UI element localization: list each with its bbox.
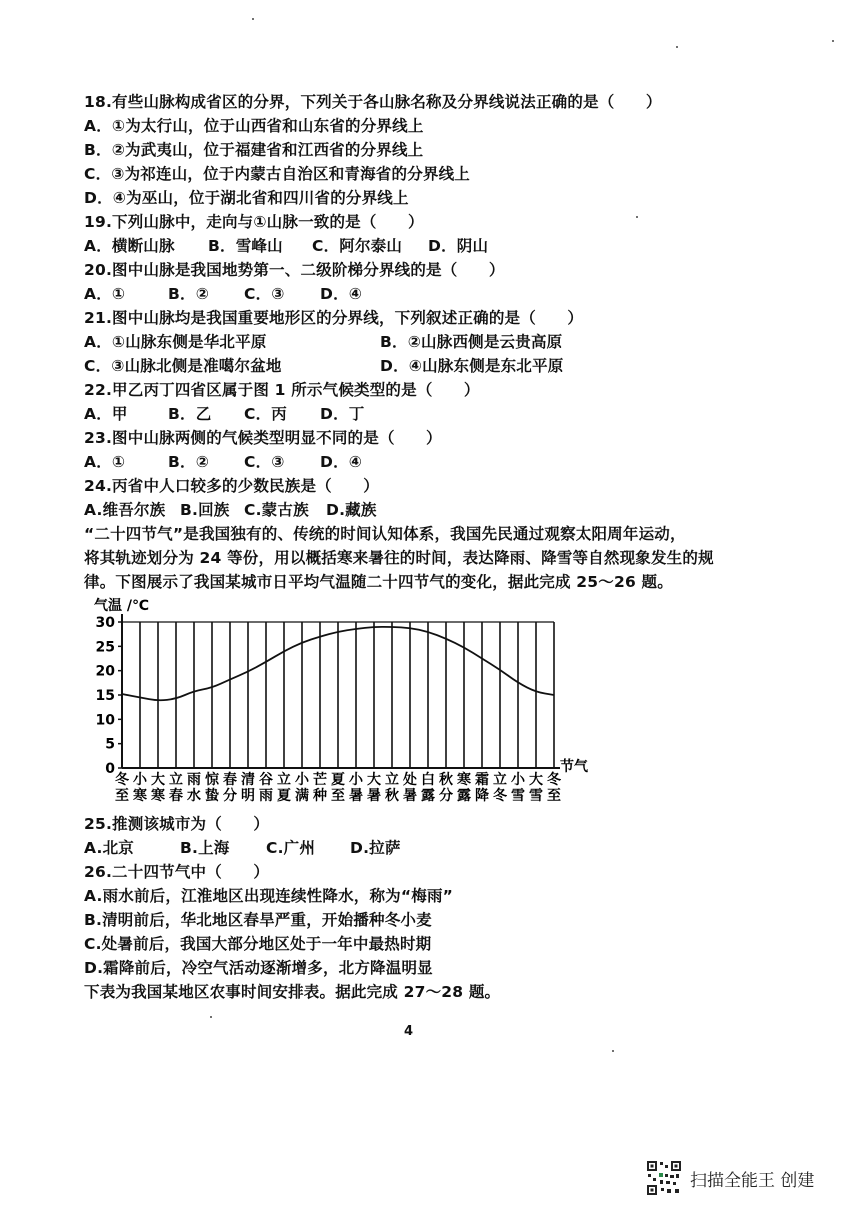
- intro-line-1: “二十四节气”是我国独有的、传统的时间认知体系，我国先民通过观察太阳周年运动，: [84, 525, 686, 543]
- question-26-option-b: B.清明前后，华北地区春旱严重，开始播种冬小麦: [84, 911, 432, 929]
- question-19-options: [84, 236, 684, 256]
- question-24-options: [84, 500, 684, 520]
- question-22-option-c: C．丙: [244, 405, 287, 423]
- question-24-option-b: B.回族: [180, 501, 230, 519]
- solar-terms-temperature-chart: [92, 596, 612, 806]
- question-18-option-d: D．④为巫山，位于湖北省和四川省的分界线上: [84, 189, 409, 207]
- x-tick-label-bottom: 至: [115, 788, 129, 804]
- x-tick-label-top: 大: [367, 772, 381, 788]
- y-tick-label: 30: [95, 615, 115, 631]
- question-23-options: [84, 452, 684, 472]
- question-26-option-c: C.处暑前后，我国大部分地区处于一年中最热时期: [84, 935, 432, 953]
- question-23-option-b: B．②: [168, 453, 210, 471]
- x-tick-label-bottom: 暑: [403, 788, 417, 804]
- scan-speck: [252, 18, 254, 20]
- question-21-option-a: A．①山脉东侧是华北平原: [84, 333, 267, 351]
- x-tick-label-top: 处: [403, 772, 417, 788]
- question-20-option-b: B．②: [168, 285, 210, 303]
- y-axis-label: 气温 /℃: [94, 598, 149, 614]
- x-tick-label-top: 白: [421, 772, 435, 788]
- question-20-stem: 20.图中山脉是我国地势第一、二级阶梯分界线的是（ ）: [84, 261, 505, 279]
- question-18-option-a: A．①为太行山，位于山西省和山东省的分界线上: [84, 117, 424, 135]
- question-19-option-b: B．雪峰山: [208, 237, 283, 255]
- question-25-option-b: B.上海: [180, 839, 230, 857]
- x-tick-label-top: 寒: [457, 772, 471, 788]
- x-tick-label-bottom: 水: [187, 788, 201, 804]
- x-tick-label-bottom: 寒: [133, 788, 147, 804]
- question-23-option-a: A．①: [84, 453, 126, 471]
- qr-code-icon: [646, 1160, 682, 1196]
- x-tick-label-top: 冬: [115, 772, 129, 788]
- question-21-stem: 21.图中山脉均是我国重要地形区的分界线，下列叙述正确的是（ ）: [84, 309, 584, 327]
- question-23-option-d: D．④: [320, 453, 363, 471]
- question-24-option-c: C.蒙古族: [244, 501, 309, 519]
- x-tick-label-top: 谷: [259, 772, 273, 788]
- question-21-options-row2: [84, 356, 804, 376]
- question-26-option-a: A.雨水前后，江淮地区出现连续性降水，称为“梅雨”: [84, 887, 454, 905]
- x-tick-label-bottom: 露: [457, 788, 471, 804]
- x-tick-label-top: 小: [349, 772, 363, 788]
- question-23-option-c: C．③: [244, 453, 285, 471]
- question-24-option-a: A.维吾尔族: [84, 501, 166, 519]
- intro-line-2: 将其轨迹划分为 24 等份，用以概括寒来暑往的时间，表达降雨、降雪等自然现象发生的规: [84, 549, 714, 567]
- x-tick-label-bottom: 蛰: [205, 788, 219, 804]
- question-25-options: [84, 838, 684, 858]
- x-axis-label: 节气: [560, 759, 588, 775]
- x-tick-label-bottom: 秋: [385, 788, 399, 804]
- question-22-option-a: A．甲: [84, 405, 128, 423]
- x-tick-label-bottom: 雪: [529, 788, 543, 804]
- scanner-watermark: [646, 1160, 846, 1196]
- x-tick-label-top: 立: [493, 772, 507, 788]
- x-tick-label-top: 冬: [547, 772, 561, 788]
- x-tick-label-bottom: 降: [475, 788, 489, 804]
- question-24-stem: 24.丙省中人口较多的少数民族是（ ）: [84, 477, 379, 495]
- question-26-option-d: D.霜降前后，冷空气活动逐渐增多，北方降温明显: [84, 959, 433, 977]
- x-tick-label-bottom: 冬: [493, 788, 507, 804]
- question-20-option-c: C．③: [244, 285, 285, 303]
- x-tick-label-top: 立: [169, 772, 183, 788]
- scan-speck: [612, 1050, 614, 1052]
- question-25-option-d: D.拉萨: [350, 839, 401, 857]
- intro-line-3: 律。下图展示了我国某城市日平均气温随二十四节气的变化，据此完成 25～26 题。: [84, 573, 673, 591]
- x-tick-label-top: 惊: [205, 772, 219, 788]
- question-22-options: [84, 404, 684, 424]
- x-tick-label-bottom: 寒: [151, 788, 165, 804]
- question-20-options: [84, 284, 684, 304]
- y-tick-label: 15: [95, 688, 115, 704]
- question-25-stem: 25.推测该城市为（ ）: [84, 815, 270, 833]
- question-25-option-c: C.广州: [266, 839, 316, 857]
- question-20-option-a: A．①: [84, 285, 126, 303]
- question-21-option-b: B．②山脉西侧是云贵高原: [380, 333, 563, 351]
- x-tick-label-top: 立: [277, 772, 291, 788]
- x-tick-label-bottom: 暑: [367, 788, 381, 804]
- scan-speck: [832, 40, 834, 42]
- x-tick-label-bottom: 雪: [511, 788, 525, 804]
- x-tick-label-top: 霜: [475, 772, 489, 788]
- y-tick-label: 5: [105, 736, 115, 753]
- x-tick-label-bottom: 露: [421, 788, 435, 804]
- x-tick-label-bottom: 至: [331, 788, 345, 804]
- x-tick-label-top: 春: [223, 772, 237, 788]
- question-18-option-b: B．②为武夷山，位于福建省和江西省的分界线上: [84, 141, 424, 159]
- x-tick-label-top: 清: [241, 772, 255, 788]
- scan-speck: [210, 1016, 212, 1018]
- x-tick-label-top: 雨: [187, 772, 201, 788]
- x-tick-label-bottom: 分: [439, 788, 453, 804]
- x-tick-label-top: 大: [151, 772, 165, 788]
- question-21-option-c: C．③山脉北侧是准噶尔盆地: [84, 357, 282, 375]
- question-19-stem: 19.下列山脉中，走向与①山脉一致的是（ ）: [84, 213, 424, 231]
- x-tick-label-top: 秋: [439, 772, 453, 788]
- y-tick-label: 25: [95, 639, 115, 656]
- question-24-option-d: D.藏族: [326, 501, 377, 519]
- chart-tick-labels: [96, 615, 562, 804]
- watermark-text: 扫描全能王 创建: [690, 1170, 815, 1191]
- scan-speck: [676, 46, 678, 48]
- question-25-option-a: A.北京: [84, 839, 134, 857]
- question-22-option-b: B．乙: [168, 405, 212, 423]
- x-tick-label-top: 小: [511, 772, 525, 788]
- question-26-stem: 26.二十四节气中（ ）: [84, 863, 270, 881]
- question-20-option-d: D．④: [320, 285, 363, 303]
- x-tick-label-bottom: 种: [313, 788, 327, 804]
- x-tick-label-bottom: 至: [547, 788, 561, 804]
- y-tick-label: 20: [95, 663, 115, 680]
- question-19-option-a: A．横断山脉: [84, 237, 175, 255]
- y-tick-label: 10: [95, 712, 115, 729]
- x-tick-label-bottom: 分: [223, 788, 237, 804]
- scan-speck: [636, 216, 638, 218]
- x-tick-label-top: 芒: [313, 772, 327, 788]
- question-21-options-row1: [84, 332, 804, 352]
- x-tick-label-bottom: 春: [169, 788, 183, 804]
- x-tick-label-top: 夏: [331, 772, 345, 788]
- y-tick-label: 0: [105, 761, 115, 777]
- question-22-stem: 22.甲乙丙丁四省区属于图 1 所示气候类型的是（ ）: [84, 381, 480, 399]
- question-22-option-d: D．丁: [320, 405, 365, 423]
- x-tick-label-top: 小: [295, 772, 309, 788]
- question-18-option-c: C．③为祁连山，位于内蒙古自治区和青海省的分界线上: [84, 165, 471, 183]
- question-18-stem: 18.有些山脉构成省区的分界，下列关于各山脉名称及分界线说法正确的是（ ）: [84, 93, 662, 111]
- x-tick-label-bottom: 暑: [349, 788, 363, 804]
- question-19-option-c: C．阿尔泰山: [312, 237, 403, 255]
- question-21-option-d: D．④山脉东侧是东北平原: [380, 357, 564, 375]
- x-tick-label-bottom: 夏: [277, 788, 291, 804]
- x-tick-label-top: 大: [529, 772, 543, 788]
- x-tick-label-top: 小: [133, 772, 147, 788]
- x-tick-label-bottom: 明: [241, 788, 255, 804]
- chart-axes: [118, 614, 560, 768]
- page-number: 4: [404, 1024, 414, 1039]
- chart-svg: [92, 596, 612, 806]
- x-tick-label-top: 立: [385, 772, 399, 788]
- x-tick-label-bottom: 满: [295, 788, 309, 804]
- x-tick-label-bottom: 雨: [259, 788, 273, 804]
- question-19-option-d: D．阴山: [428, 237, 489, 255]
- question-23-stem: 23.图中山脉两侧的气候类型明显不同的是（ ）: [84, 429, 442, 447]
- next-section-intro: 下表为我国某地区农事时间安排表。据此完成 27～28 题。: [84, 983, 501, 1001]
